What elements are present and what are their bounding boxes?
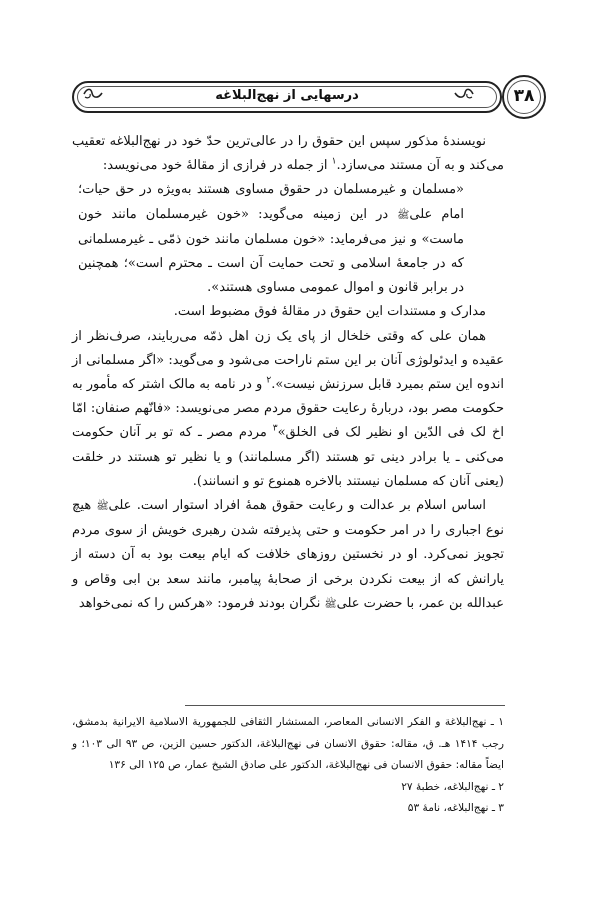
right-ornament-icon (453, 88, 475, 100)
footnote-ref-1: ۱ (331, 156, 337, 167)
paragraph-4-text-a: اساس اسلام بر عدالت و رعایت حقوق همهٔ افراد استوار است. علی (108, 498, 487, 514)
paragraph-3-text-b: و در نامه به مالک اشتر که مأمور به حکومت مصر بود، دربارهٔ رعایت حقوق مردم مصر می‌نویسد: «فانّهم صنفان: امّا اخ لک فی الدّین او نظیر لک فی الخلق» (72, 377, 504, 441)
footnote-ref-3: ۳ (272, 424, 278, 435)
body-text (72, 130, 504, 617)
paragraph-1 (72, 130, 504, 178)
block-quote (78, 178, 464, 300)
paragraph-4 (72, 494, 504, 617)
paragraph-3 (72, 325, 504, 494)
honorific-glyph: ﷺ (397, 209, 410, 221)
block-quote-text-b: در این زمینه می‌گوید: «خون غیرمسلمان مانند خون ماست» و نیز می‌فرماید: «خون مسلمان مانند خون ذمّی ـ غیرمسلمانی که در جامعهٔ اسلامی و تحت حمایت آن است ـ محترم است»؛ همچنین در برابر قانون و اموال عمومی مساوی هستند». (78, 206, 464, 296)
footnotes (72, 712, 504, 820)
paragraph-3-text-c: مردم مصر ـ که تو بر آنان حکومت می‌کنی ـ یا برادر دینی تو هستند (اگر مسلمانند) و یا نظیر تو هستند در خلقت (یعنی آنان که مسلمان نیستند بالاخره همنوع تو و انسانند). (72, 425, 504, 489)
footnote-2: ۲ ـ نهج‌البلاغه، خطبهٔ ۲۷ (401, 780, 504, 793)
footnote-3: ۳ ـ نهج‌البلاغه، نامهٔ ۵۳ (407, 802, 504, 814)
page-number: ۳۸ (502, 75, 546, 119)
paragraph-4-text-c: نگران بودند فرمود: «هرکس را که نمی‌خواهد (78, 595, 325, 611)
honorific-glyph: ﷺ (96, 501, 109, 513)
honorific-glyph: ﷺ (324, 598, 337, 610)
block-quote-text-a: «مسلمان و غیرمسلمان در حقوق مساوی هستند به‌ویژه در حق حیات؛ امام علی (78, 182, 464, 222)
footnote-1: ۱ ـ نهج‌البلاغة و الفکر الانسانی المعاصر، المستشار الثقافی للجمهوریة الاسلامیة الایرانیة بدمشق، رجب ۱۴۱۴ هـ. ق، مقاله: حقوق الانسان فی نهج‌البلاغة، الدکتور حسین الزین، ص ۹۳ الی ۱۰۳؛ و ایضاً مقاله: حقوق الانسان فی نهج‌البلاغة، الدکتور علی صادق الشیخ عمار، ص ۱۲۵ الی ۱۳۶ (72, 716, 504, 771)
footnote-divider (185, 705, 505, 706)
footnote-ref-2: ۲ (266, 375, 272, 386)
paragraph-2: مدارک و مستندات این حقوق در مقالهٔ فوق مضبوط است. (173, 304, 486, 320)
paragraph-4-text-b: هیچ نوع اجباری را در امر حکومت و حتی پذیرفته شدن رهبری خویش از سوی مردم تجویز نمی‌کرد. او در نخستین روزهای خلافت که ایام بیعت بود به آن دسته از یارانش که از بیعت نکردن برخی از صحابهٔ پیامبر، مانند سعد بن ابی وقاص و عبدالله بن عمر، با حضرت علی (72, 498, 504, 611)
running-header-title: درسهایی از نهج‌البلاغه (215, 88, 359, 103)
paragraph-1-tail: از جمله در فرازی از مقالهٔ خود می‌نویسد: (102, 158, 332, 174)
paragraph-1-text: نویسندهٔ مذکور سپس این حقوق را در عالی‌ترین حدّ خود در نهج‌البلاغه تعقیب می‌کند و به آن مستند می‌سازد. (72, 134, 504, 174)
paragraph-3-text-a: همان علی که وقتی خلخال از پای یک زن اهل ذمّه می‌ربایند، صرف‌نظر از عقیده و ایدئولوژی آنان بر این ستم ناراحت می‌شود و می‌گوید: «اگر مسلمانی از اندوه این ستم بمیرد قابل سرزنش نیست». (72, 328, 504, 393)
